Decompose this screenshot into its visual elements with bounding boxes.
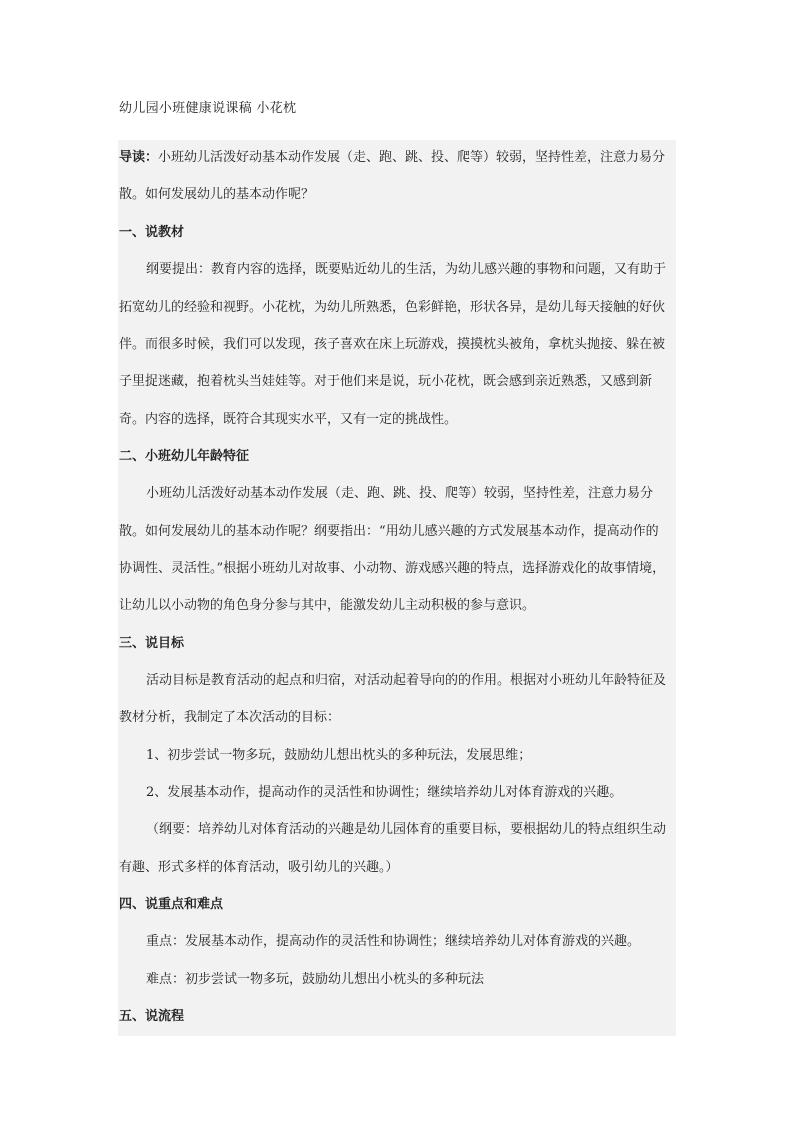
paragraph-line: 子里捉迷藏，抱着枕头当娃娃等。对于他们来是说，玩小花枕，既会感到亲近熟悉，又感到新 <box>119 374 653 389</box>
section-heading: 三、说目标 <box>119 636 185 651</box>
paragraph-line: 散。如何发展幼儿的基本动作呢？纲要指出：“用幼儿感兴趣的方式发展基本动作，提高动作的 <box>119 524 659 539</box>
paragraph-line: 小班幼儿活泼好动基本动作发展（走、跑、跳、投、爬等）较弱，坚持性差，注意力易分 <box>146 486 654 501</box>
paragraph-line: （纲要：培养幼儿对体育活动的兴趣是幼儿园体育的重要目标，要根据幼儿的特点组织生动 <box>146 822 667 837</box>
document-title: 幼儿园小班健康说课稿 小花枕 <box>119 101 297 116</box>
section-heading: 二、小班幼儿年龄特征 <box>119 449 250 464</box>
paragraph-line: 活动目标是教育活动的起点和归宿，对活动起着导向的的作用。根据对小班幼儿年龄特征及 <box>146 673 667 688</box>
paragraph-line: 伴。而很多时候，我们可以发现，孩子喜欢在床上玩游戏，摸摸枕头被角，拿枕头抛接、躲在被 <box>119 337 666 352</box>
goal-item: 2、发展基本动作，提高动作的灵活性和协调性；继续培养幼儿对体育游戏的兴趣。 <box>146 785 623 800</box>
section-heading: 一、说教材 <box>119 225 185 240</box>
paragraph-line: 有趣、形式多样的体育活动，吸引幼儿的兴趣。） <box>119 860 399 875</box>
paragraph-line: 奇。内容的选择，既符合其现实水平，又有一定的挑战性。 <box>119 412 458 427</box>
difficult-point: 难点：初步尝试一物多玩，鼓励幼儿想出小枕头的多种玩法 <box>146 972 485 987</box>
paragraph-line: 纲要提出：教育内容的选择，既要贴近幼儿的生活，为幼儿感兴趣的事物和问题，又有助于 <box>146 262 667 277</box>
section-heading: 四、说重点和难点 <box>119 897 224 912</box>
intro-line <box>119 150 665 166</box>
goal-item: 1、初步尝试一物多玩，鼓励幼儿想出枕头的多种玩法，发展思维； <box>146 748 532 763</box>
paragraph-line: 教材分析，我制定了本次活动的目标： <box>119 710 341 725</box>
key-point: 重点：发展基本动作，提高动作的灵活性和协调性；继续培养幼儿对体育游戏的兴趣。 <box>146 934 641 949</box>
paragraph-line: 协调性、灵活性。”根据小班幼儿对故事、小动物、游戏感兴趣的特点，选择游戏化的故事情境， <box>119 561 666 576</box>
section-heading: 五、说流程 <box>119 1009 185 1024</box>
paragraph-line: 拓宽幼儿的经验和视野。小花枕，为幼儿所熟悉，色彩鲜艳，形状各异，是幼儿每天接触的好伙 <box>119 300 666 315</box>
intro-line: 散。如何发展幼儿的基本动作呢？ <box>119 187 315 202</box>
intro-text: 小班幼儿活泼好动基本动作发展（走、跑、跳、投、爬等）较弱，坚持性差，注意力易分 <box>158 150 666 165</box>
intro-label: 导读： <box>119 150 159 165</box>
paragraph-line: 让幼儿以小动物的角色身分参与其中，能激发幼儿主动积极的参与意识。 <box>119 598 536 613</box>
